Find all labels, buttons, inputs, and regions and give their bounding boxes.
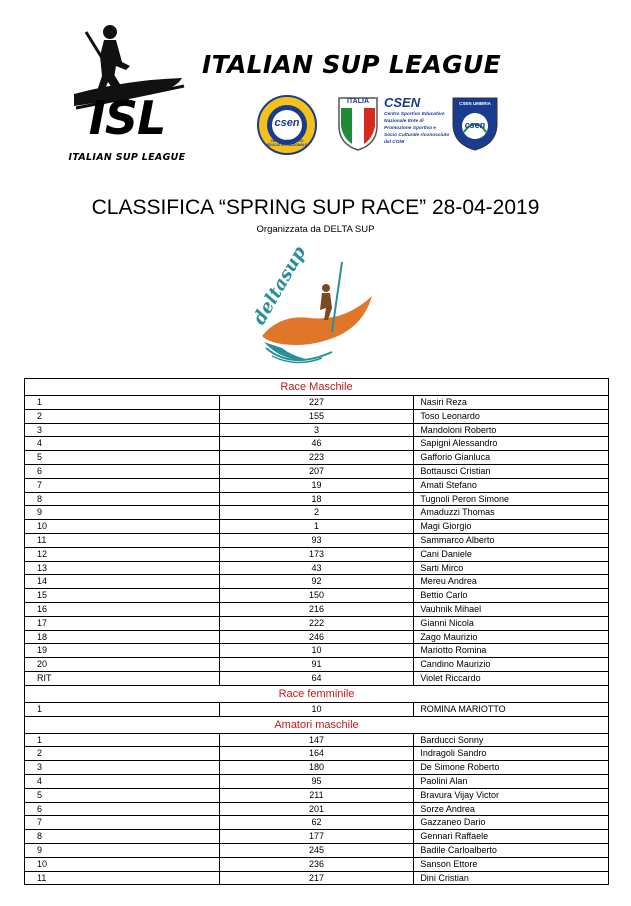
- bib-number-cell: 177: [219, 830, 414, 844]
- bib-number-cell: 217: [219, 871, 414, 885]
- csen-umbria-top-label: CSEN UMBRIA: [459, 101, 491, 106]
- position-cell: 5: [25, 451, 220, 465]
- bib-number-cell: 10: [219, 644, 414, 658]
- table-row: [25, 561, 609, 575]
- table-row: [25, 658, 609, 672]
- table-row: [25, 464, 609, 478]
- bib-number-cell: 2: [219, 506, 414, 520]
- athlete-name-cell: Sarti Mirco: [414, 561, 609, 575]
- bib-number-cell: 216: [219, 602, 414, 616]
- table-row: [25, 533, 609, 547]
- csen-umbria-label: csen: [464, 120, 486, 130]
- csen-left-label: csen: [274, 117, 300, 129]
- position-cell: 10: [25, 857, 220, 871]
- bib-number-cell: 246: [219, 630, 414, 644]
- athlete-name-cell: Mandoloni Roberto: [414, 423, 609, 437]
- table-row: [25, 702, 609, 716]
- athlete-name-cell: Amati Stefano: [414, 478, 609, 492]
- bib-number-cell: 43: [219, 561, 414, 575]
- bib-number-cell: 223: [219, 451, 414, 465]
- athlete-name-cell: Toso Leonardo: [414, 409, 609, 423]
- italia-label: ITALIA: [346, 98, 370, 105]
- position-cell: 10: [25, 520, 220, 534]
- position-cell: 2: [25, 747, 220, 761]
- bib-number-cell: 245: [219, 843, 414, 857]
- bib-number-cell: 92: [219, 575, 414, 589]
- bib-number-cell: 150: [219, 589, 414, 603]
- position-cell: 7: [25, 816, 220, 830]
- position-cell: 7: [25, 478, 220, 492]
- athlete-name-cell: Bottausci Cristian: [414, 464, 609, 478]
- results-table: [24, 378, 609, 885]
- athlete-name-cell: Badile Carloalberto: [414, 843, 609, 857]
- bib-number-cell: 95: [219, 774, 414, 788]
- position-cell: 1: [25, 733, 220, 747]
- bib-number-cell: 211: [219, 788, 414, 802]
- table-row: [25, 423, 609, 437]
- athlete-name-cell: Sapigni Alessandro: [414, 437, 609, 451]
- table-row: [25, 733, 609, 747]
- position-cell: 1: [25, 702, 220, 716]
- table-row: [25, 396, 609, 410]
- athlete-name-cell: Cani Daniele: [414, 547, 609, 561]
- table-row: [25, 857, 609, 871]
- table-row: [25, 589, 609, 603]
- position-cell: 16: [25, 602, 220, 616]
- table-row: [25, 478, 609, 492]
- table-row: [25, 788, 609, 802]
- table-row: [25, 602, 609, 616]
- position-cell: 15: [25, 589, 220, 603]
- bib-number-cell: 164: [219, 747, 414, 761]
- isl-logo-subtitle: ITALIAN SUP LEAGUE: [68, 152, 186, 163]
- csen-description: Centro Sportivo Educativo Nazionale Ente di Promozione Sportiva e Socio Culturale riconosciuto dal CONI: [384, 112, 450, 145]
- position-cell: 17: [25, 616, 220, 630]
- table-row: [25, 451, 609, 465]
- bib-number-cell: 1: [219, 520, 414, 534]
- position-cell: 1: [25, 396, 220, 410]
- position-cell: 13: [25, 561, 220, 575]
- table-row: [25, 616, 609, 630]
- bib-number-cell: 236: [219, 857, 414, 871]
- bib-number-cell: 18: [219, 492, 414, 506]
- position-cell: 20: [25, 658, 220, 672]
- bib-number-cell: 64: [219, 671, 414, 685]
- section-title: Race femminile: [25, 685, 609, 702]
- bib-number-cell: 19: [219, 478, 414, 492]
- position-cell: 6: [25, 464, 220, 478]
- league-title: ITALIAN SUP LEAGUE: [202, 50, 501, 79]
- athlete-name-cell: Bravura Vijay Victor: [414, 788, 609, 802]
- position-cell: 9: [25, 506, 220, 520]
- table-row: [25, 816, 609, 830]
- position-cell: 3: [25, 761, 220, 775]
- table-row: [25, 774, 609, 788]
- position-cell: 8: [25, 492, 220, 506]
- table-row: [25, 506, 609, 520]
- csen-left-ring-text: CENTRO SPORTIVO EDUCATIVO NAZIONALE: [266, 139, 308, 147]
- table-row: [25, 520, 609, 534]
- deltasup-logo-text: deltasup: [248, 242, 311, 329]
- position-cell: 12: [25, 547, 220, 561]
- position-cell: 18: [25, 630, 220, 644]
- section-header-row: [25, 685, 609, 702]
- athlete-name-cell: Sammarco Alberto: [414, 533, 609, 547]
- section-header-row: [25, 716, 609, 733]
- bib-number-cell: 147: [219, 733, 414, 747]
- table-row: [25, 644, 609, 658]
- position-cell: 2: [25, 409, 220, 423]
- athlete-name-cell: Barducci Sonny: [414, 733, 609, 747]
- page-title: CLASSIFICA “SPRING SUP RACE” 28-04-2019: [91, 196, 540, 219]
- bib-number-cell: 201: [219, 802, 414, 816]
- bib-number-cell: 10: [219, 702, 414, 716]
- bib-number-cell: 222: [219, 616, 414, 630]
- athlete-name-cell: Zago Maurizio: [414, 630, 609, 644]
- table-row: [25, 843, 609, 857]
- athlete-name-cell: Amaduzzi Thomas: [414, 506, 609, 520]
- section-title: Amatori maschile: [25, 716, 609, 733]
- position-cell: 3: [25, 423, 220, 437]
- table-row: [25, 761, 609, 775]
- position-cell: 8: [25, 830, 220, 844]
- athlete-name-cell: Vauhnik Mihael: [414, 602, 609, 616]
- athlete-name-cell: Magi Giorgio: [414, 520, 609, 534]
- athlete-name-cell: Paolini Alan: [414, 774, 609, 788]
- position-cell: 4: [25, 774, 220, 788]
- bib-number-cell: 227: [219, 396, 414, 410]
- bib-number-cell: 173: [219, 547, 414, 561]
- bib-number-cell: 62: [219, 816, 414, 830]
- athlete-name-cell: Gazzaneo Dario: [414, 816, 609, 830]
- bib-number-cell: 3: [219, 423, 414, 437]
- bib-number-cell: 91: [219, 658, 414, 672]
- athlete-name-cell: Sanson Ettore: [414, 857, 609, 871]
- table-row: [25, 630, 609, 644]
- table-row: [25, 575, 609, 589]
- position-cell: 11: [25, 871, 220, 885]
- athlete-name-cell: Gianni Nicola: [414, 616, 609, 630]
- table-row: [25, 492, 609, 506]
- table-row: [25, 671, 609, 685]
- position-cell: 6: [25, 802, 220, 816]
- position-cell: RIT: [25, 671, 220, 685]
- athlete-name-cell: Bettio Carlo: [414, 589, 609, 603]
- position-cell: 19: [25, 644, 220, 658]
- table-row: [25, 802, 609, 816]
- athlete-name-cell: Mariotto Romina: [414, 644, 609, 658]
- athlete-name-cell: Sorze Andrea: [414, 802, 609, 816]
- athlete-name-cell: Dini Cristian: [414, 871, 609, 885]
- csen-wordmark: CSEN: [384, 95, 421, 110]
- position-cell: 4: [25, 437, 220, 451]
- position-cell: 11: [25, 533, 220, 547]
- section-header-row: [25, 379, 609, 396]
- section-title: Race Maschile: [25, 379, 609, 396]
- athlete-name-cell: De Simone Roberto: [414, 761, 609, 775]
- page-subtitle: Organizzata da DELTA SUP: [256, 224, 375, 235]
- athlete-name-cell: ROMINA MARIOTTO: [414, 702, 609, 716]
- bib-number-cell: 180: [219, 761, 414, 775]
- table-row: [25, 747, 609, 761]
- bib-number-cell: 93: [219, 533, 414, 547]
- bib-number-cell: 46: [219, 437, 414, 451]
- athlete-name-cell: Tugnoli Peron Simone: [414, 492, 609, 506]
- position-cell: 9: [25, 843, 220, 857]
- position-cell: 5: [25, 788, 220, 802]
- table-row: [25, 409, 609, 423]
- isl-logo-letters: ISL: [88, 91, 166, 145]
- table-row: [25, 830, 609, 844]
- bib-number-cell: 155: [219, 409, 414, 423]
- athlete-name-cell: Candino Maurizio: [414, 658, 609, 672]
- athlete-name-cell: Mereu Andrea: [414, 575, 609, 589]
- table-row: [25, 547, 609, 561]
- athlete-name-cell: Violet Riccardo: [414, 671, 609, 685]
- bib-number-cell: 207: [219, 464, 414, 478]
- athlete-name-cell: Nasiri Reza: [414, 396, 609, 410]
- table-row: [25, 871, 609, 885]
- position-cell: 14: [25, 575, 220, 589]
- table-row: [25, 437, 609, 451]
- athlete-name-cell: Gennari Raffaele: [414, 830, 609, 844]
- athlete-name-cell: Indragoli Sandro: [414, 747, 609, 761]
- athlete-name-cell: Gafforio Gianluca: [414, 451, 609, 465]
